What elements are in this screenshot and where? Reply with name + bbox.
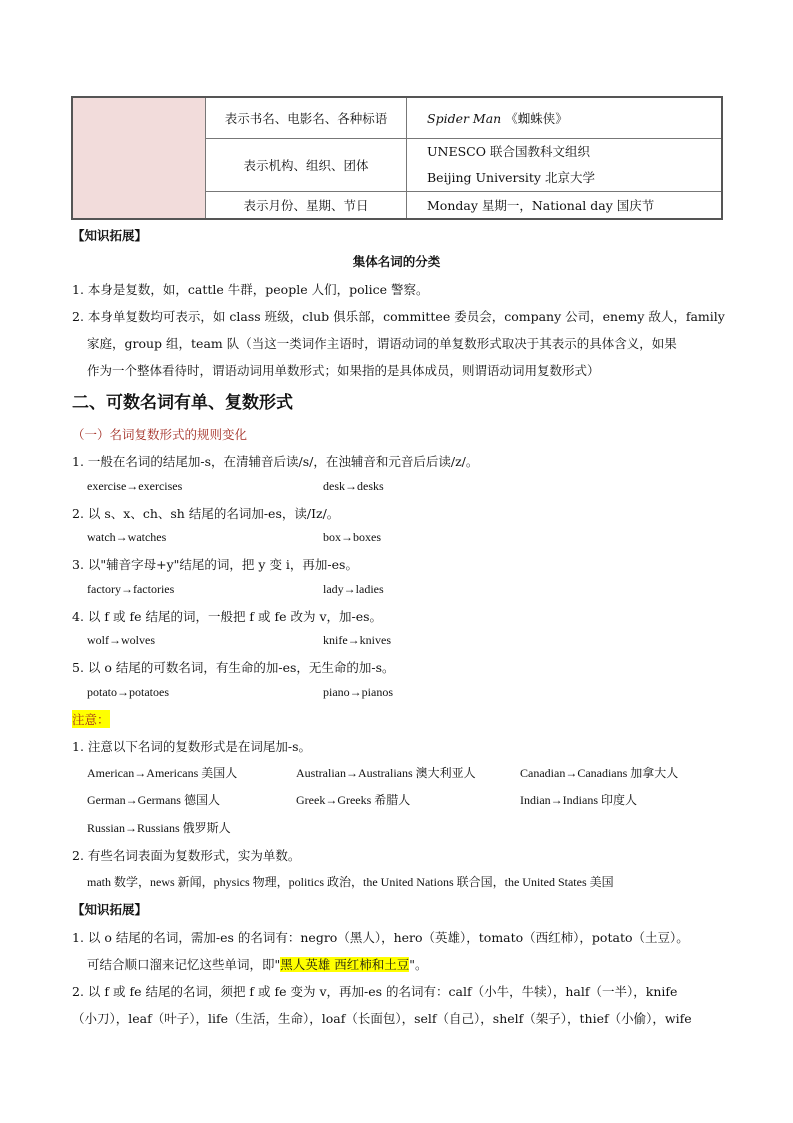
highlighted-mnemonic: 黑人英雄 西红柿和土豆 [280,957,410,972]
rule-text: 1. 一般在名词的结尾加-s，在清辅音后读/s/，在浊辅音和元音后后读/z/。 [72,454,479,469]
text: 可结合顺口溜来记忆这些单词，即" [87,957,281,972]
example: desk→desks [323,479,384,493]
list-item: 2. 本身单复数均可表示，如 class 班级，club 俱乐部，committee 委员会，company 公司，enemy 敌人，family [72,309,725,324]
example: exercise→exercises [87,479,183,493]
rules-table [71,96,723,220]
example: potato→potatoes [87,685,169,699]
example: Australian→Australians 澳大利亚人 [296,766,476,780]
example: box→boxes [323,530,381,544]
example: Indian→Indians 印度人 [520,793,637,807]
table-cell: 表示书名、电影名、各种标语 [206,97,407,138]
note-label: 注意： [72,712,110,727]
rule-text: 4. 以 f 或 fe 结尾的词，一般把 f 或 fe 改为 v，加-es。 [72,609,383,624]
table-cell: 表示机构、组织、团体 [206,138,407,191]
list-item: 家庭，group 组，team 队（当这一类词作主语时，谓语动词的单复数形式取决于其表示的具体含义，如果 [87,336,677,351]
list-item: （小刀），leaf（叶子），life（生活，生命），loaf（长面包），self（自己），shelf（架子），thief（小偷），wife [72,1011,692,1026]
example: German→Germans 德国人 [87,793,220,807]
list-item [87,955,428,973]
example: American→Americans 美国人 [87,766,238,780]
text: "。 [409,957,428,972]
table-category-cell [72,97,206,219]
table-cell-text: 《蜘蛛侠》 [505,110,568,126]
example: Canadian→Canadians 加拿大人 [520,766,679,780]
rule-text: 5. 以 o 结尾的可数名词，有生命的加-es，无生命的加-s。 [72,660,395,675]
example: watch→watches [87,530,167,544]
section-heading: 【知识拓展】 [72,228,148,243]
section-subtitle: （一）名词复数形式的规则变化 [72,427,248,442]
table-cell-text: Beijing University 北京大学 [427,169,595,185]
table-row [72,97,722,138]
example: wolf→wolves [87,633,155,647]
table-cell [407,138,723,191]
italic-title: Spider Man [427,110,502,126]
table-cell [407,97,723,138]
rule-text: 2. 以 s、x、ch、sh 结尾的名词加-es，读/Iz/。 [72,506,340,521]
subtitle: 集体名词的分类 [352,254,441,269]
list-item: 作为一个整体看待时，谓语动词用单数形式；如果指的是具体成员，则谓语动词用复数形式） [87,363,600,378]
section-heading: 【知识拓展】 [72,902,148,917]
table-cell-text: UNESCO 联合国教科文组织 [427,143,590,159]
rule-text: 3. 以"辅音字母+y"结尾的词，把 y 变 i，再加-es。 [72,557,358,572]
example: math 数学，news 新闻，physics 物理，politics 政治，the United Nations 联合国，the United States 美国 [87,875,614,889]
example: lady→ladies [323,582,384,596]
list-item: 1. 以 o 结尾的名词，需加-es 的名词有：negro（黑人），hero（英雄），tomato（西红柿），potato（土豆）。 [72,930,689,945]
list-item: 1. 注意以下名词的复数形式是在词尾加-s。 [72,739,312,754]
table-cell: Monday 星期一，National day 国庆节 [407,191,723,219]
example: factory→factories [87,582,175,596]
example: Russian→Russians 俄罗斯人 [87,821,231,835]
section-title: 二、可数名词有单、复数形式 [72,393,293,413]
table-cell: 表示月份、星期、节日 [206,191,407,219]
example: knife→knives [323,633,391,647]
example: Greek→Greeks 希腊人 [296,793,411,807]
list-item: 1. 本身是复数，如，cattle 牛群，people 人们，police 警察。 [72,282,429,297]
list-item: 2. 有些名词表面为复数形式，实为单数。 [72,848,301,863]
list-item: 2. 以 f 或 fe 结尾的名词，须把 f 或 fe 变为 v，再加-es 的名词有：calf（小牛，牛犊），half（一半），knife [72,984,678,999]
example: piano→pianos [323,685,393,699]
